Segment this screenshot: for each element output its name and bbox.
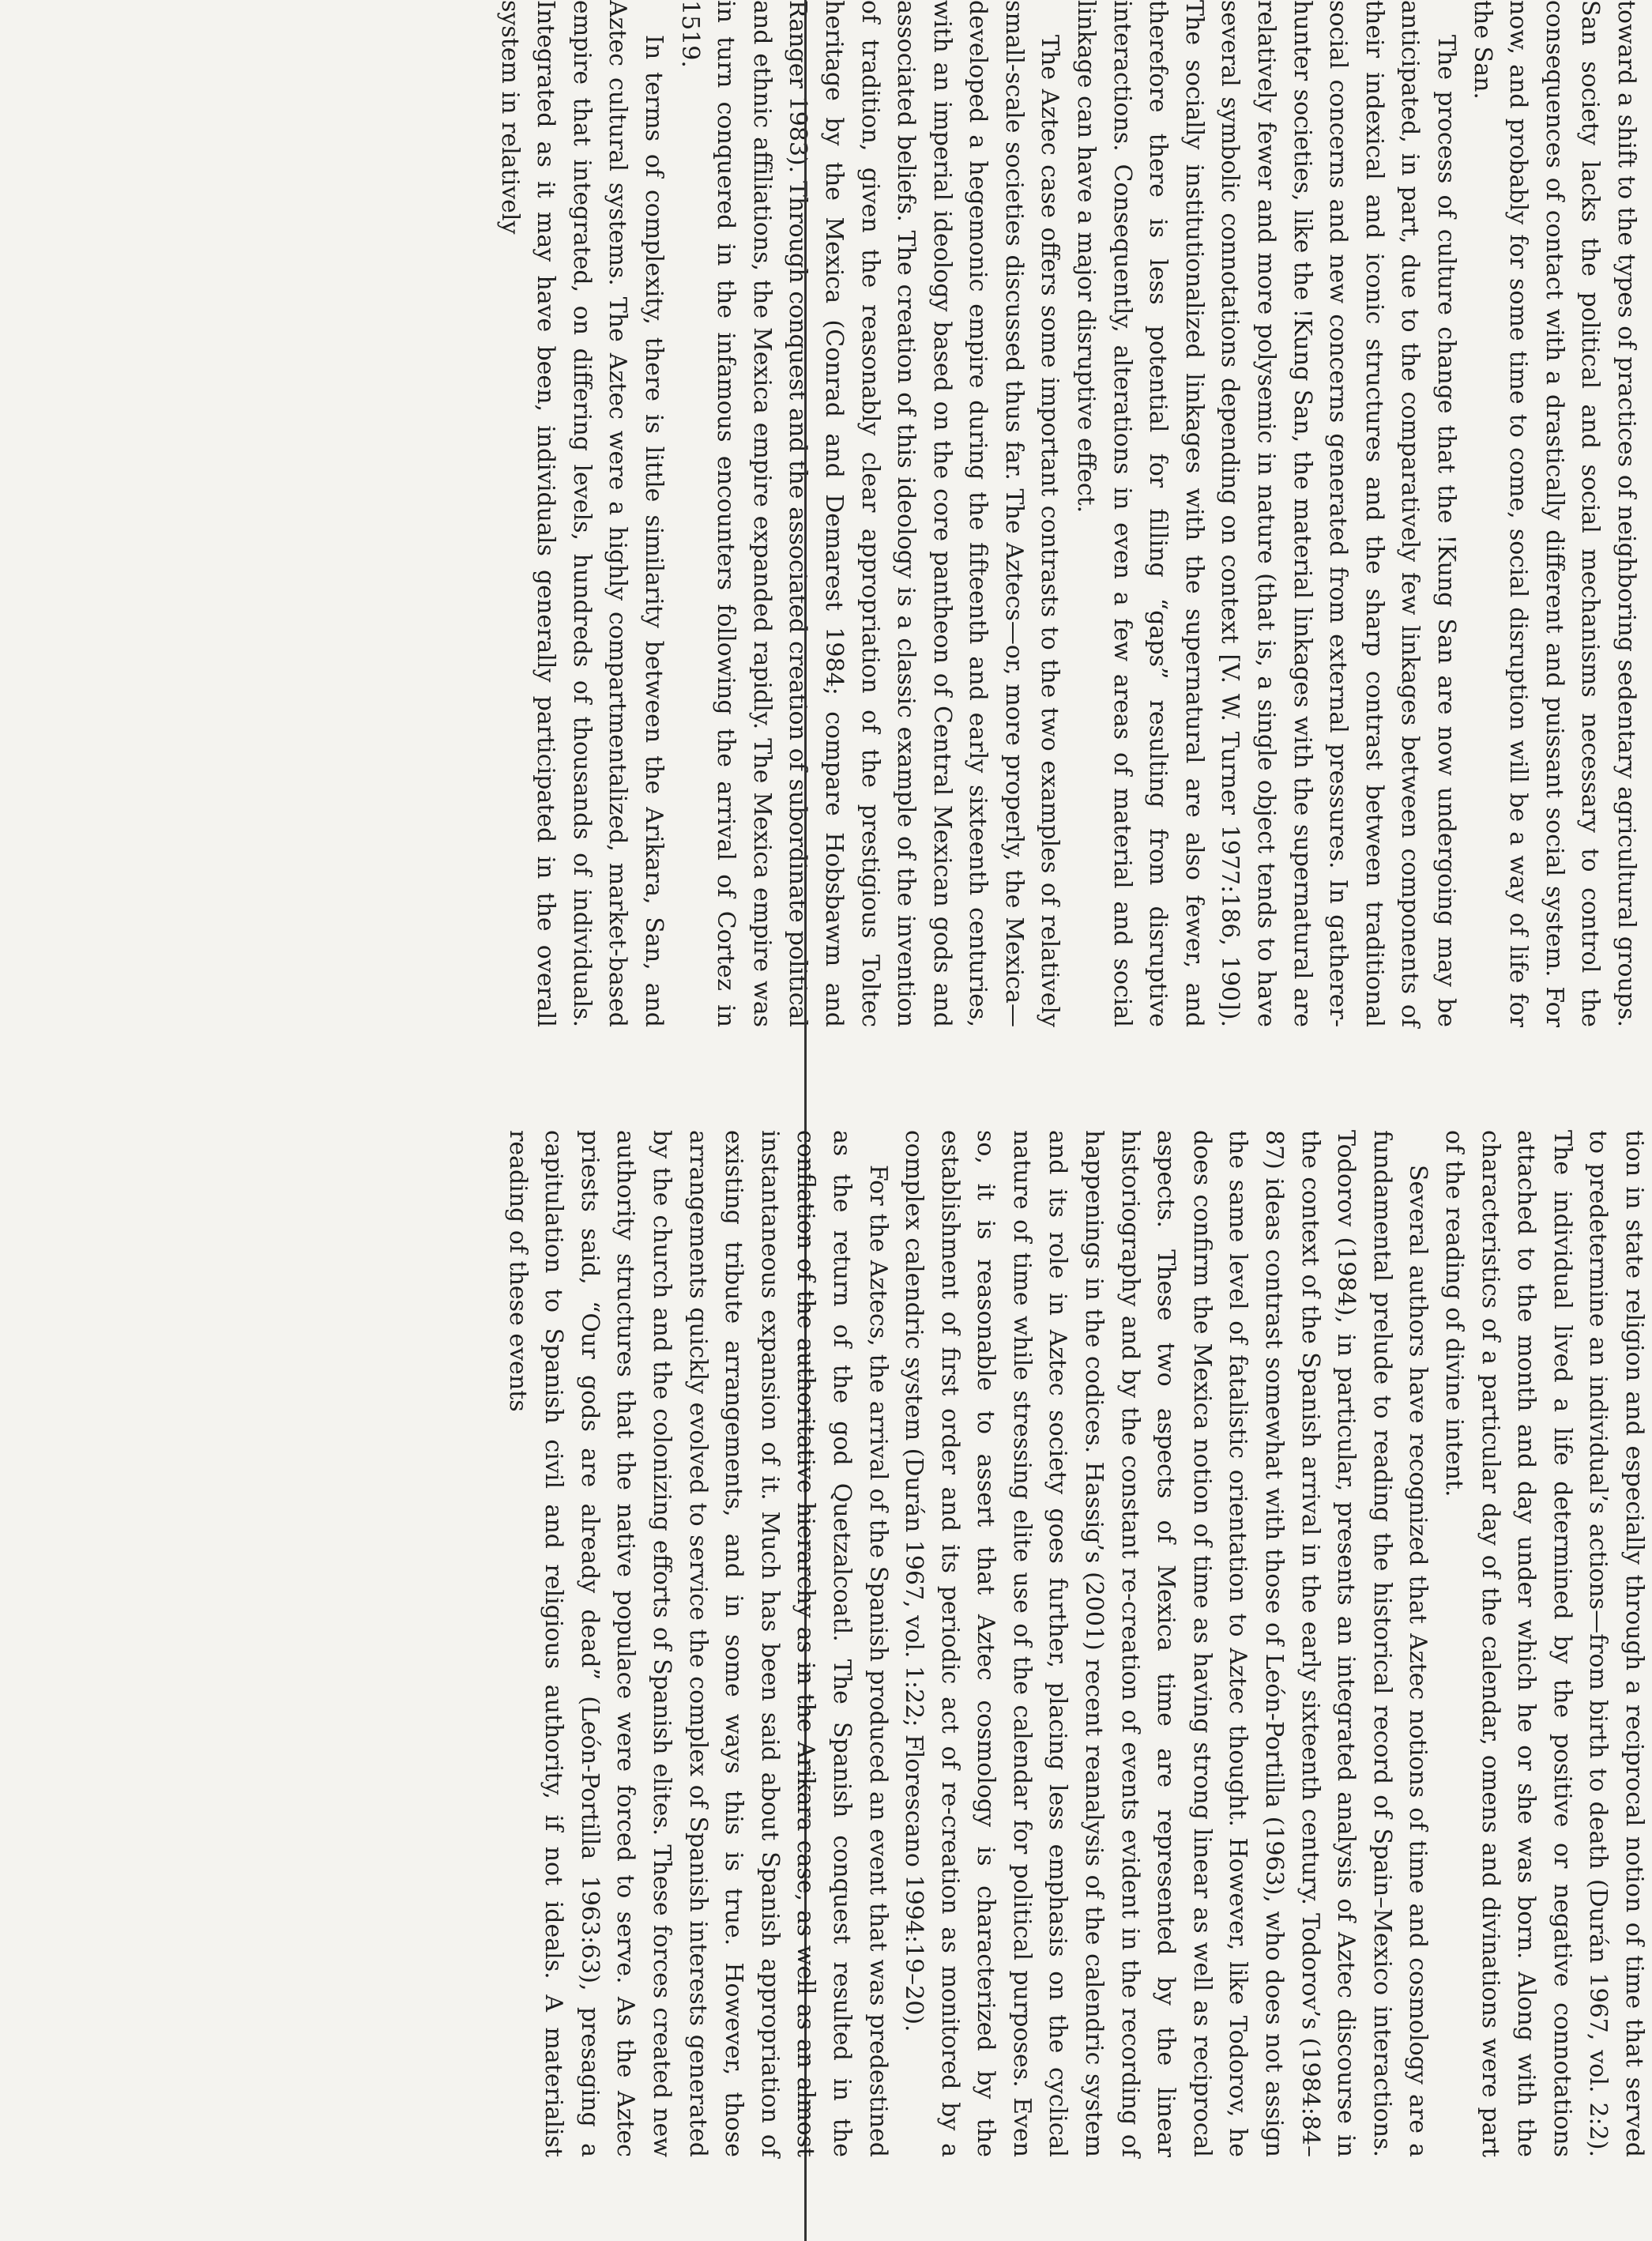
paragraph: toward a shift to the types of practices of neighboring sedentary agricultural groups. San society lacks the political and social mechanisms necessary to control the consequences of contact with a drastically different and puissant social system. For now, and probably for some time to come, social disruption will be a way of life for the San. xyxy=(1468,0,1640,1027)
paragraph: The process of culture change that the !Kung San are now undergoing may be anticipated, in part, due to the comparatively few linkages between components of their indexical and iconic structures and the sharp contrast between traditional social concerns and new concerns generated from external pressures. In gatherer-hunter societies, like the !Kung San, the material linkages with the supernatural are relatively fewer and more polysemic in nature (that is, a single object tends to have several symbolic connotations depending on context [V. W. Turner 1977:186, 190]). The socially institutionalized linkages with the supernatural are also fewer, and therefore there is less potential for filling “gaps” resulting from disruptive interactions. Consequently, alterations in even a few areas of material and social linkage can have a major disruptive effect. xyxy=(1072,0,1461,1027)
text-column-top xyxy=(491,0,1644,1027)
paragraph: tion in state religion and especially through a reciprocal notion of time that served to predetermine an individual’s actions—from birth to death (Durán 1967, vol. 2:2). The individual lived a life determined by the positive or negative connotations attached to the month and day under which he or she was born. Along with the characteristics of a particular day of the calendar, omens and divinations were part of the reading of divine intent. xyxy=(1440,1130,1648,2157)
paragraph: In terms of complexity, there is little similarity between the Arikara, San, and Aztec cultural systems. The Aztec were a highly compartmentalized, market-based empire that integrated, on differing levels, hundreds of thousands of individuals. Integrated as it may have been, individuals generally participated in the overall system in relatively xyxy=(495,0,668,1027)
text-column-bottom xyxy=(499,1130,1652,2157)
paragraph: For the Aztecs, the arrival of the Spanish produced an event that was predestined as the return of the god Quetzalcoatl. The Spanish conquest resulted in the conflation of the authoritative hierarchy as in the Arikara case, as well as an almost instantaneous expansion of it. Much has been said about Spanish appropriation of existing tribute arrangements, and in some ways this is true. However, those arrangements quickly evolved to service the complex of Spanish interests generated by the church and the colonizing efforts of Spanish elites. These forces created new authority structures that the native populace were forced to serve. As the Aztec priests said, “Our gods are already dead” (León-Portilla 1963:63), presaging a capitulation to Spanish civil and religious authority, if not ideals. A materialist reading of these events xyxy=(503,1130,892,2157)
paragraph: Several authors have recognized that Aztec notions of time and cosmology are a fundamental prelude to reading the historical record of Spain–Mexico interactions. Todorov (1984), in particular, presents an integrated analysis of Aztec discourse in the context of the Spanish arrival in the early sixteenth century. Todorov’s (1984:84–87) ideas contrast somewhat with those of León-Portilla (1963), who does not assign the same level of fatalistic orientation to Aztec thought. However, like Todorov, he does confirm the Mexica notion of time as having strong linear as well as reciprocal aspects. These two aspects of Mexica time are represented by the linear historiography and by the constant re-creation of events evident in the recording of happenings in the codices. Hassig’s (2001) recent reanalysis of the calendric system and its role in Aztec society goes further, placing less emphasis on the cyclical nature of time while stressing elite use of the calendar for political purposes. Even so, it is reasonable to assert that Aztec cosmology is characterized by the establishment of first order and its periodic act of re-creation as monitored by a complex calendric system (Durán 1967, vol. 1:22; Florescano 1994:19–20). xyxy=(900,1130,1432,2157)
paragraph: The Aztec case offers some important contrasts to the two examples of relatively small-scale societies discussed thus far. The Aztecs—or, more properly, the Mexica—developed a hegemonic empire during the fifteenth and early sixteenth centuries, with an imperial ideology based on the core pantheon of Central Mexican gods and associated beliefs. The creation of this ideology is a classic example of the invention of tradition, given the reasonably clear appropriation of the prestigious Toltec heritage by the Mexica (Conrad and Demarest 1984; compare Hobsbawm and Ranger 1983). Through conquest and the associated creation of subordinate political and ethnic affiliations, the Mexica empire expanded rapidly. The Mexica empire was in turn conquered in the infamous encounters following the arrival of Cortez in 1519. xyxy=(675,0,1064,1027)
